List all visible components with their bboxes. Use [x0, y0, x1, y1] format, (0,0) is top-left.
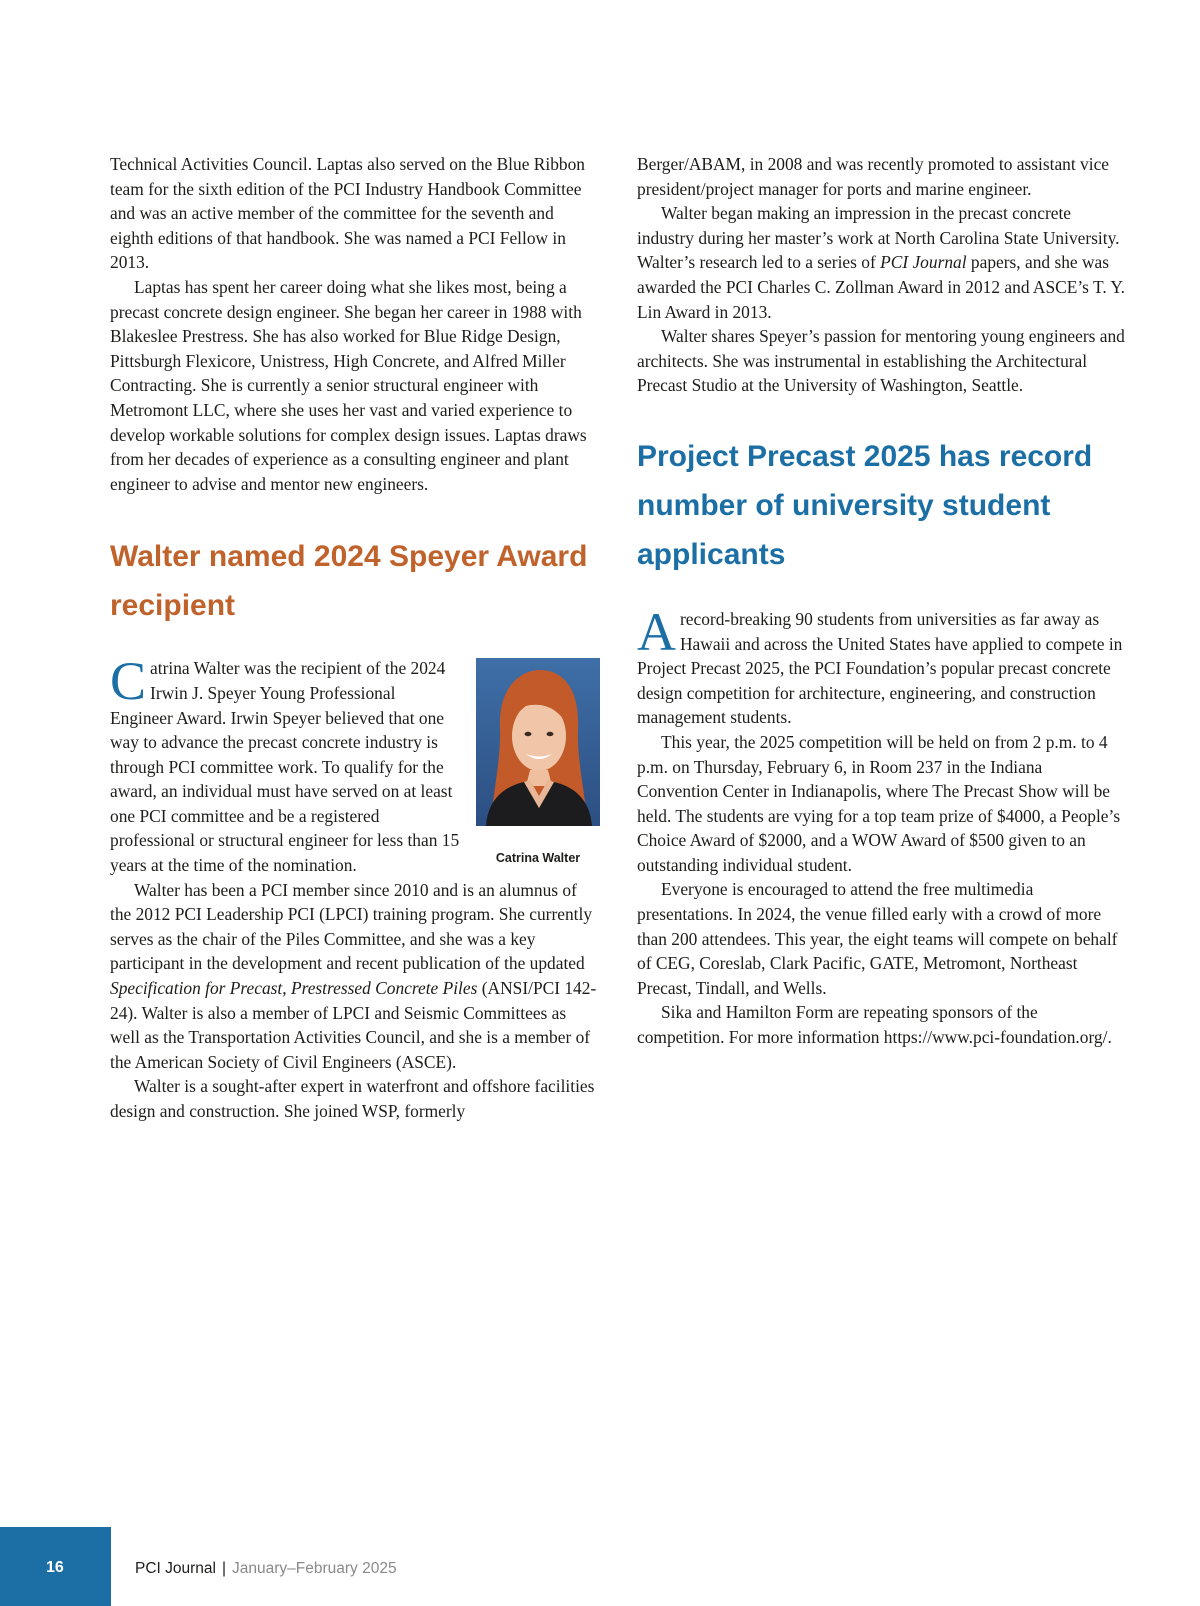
portrait-photo: [476, 658, 600, 826]
photo-caption: Catrina Walter: [495, 851, 581, 866]
portrait-figure: [476, 658, 600, 866]
body-paragraph: Technical Activities Council. Laptas also served on the Blue Ribbon team for the sixth edition of the PCI Industry Handbook Committee and was an active member of the committee for the seventh and eighth editions of that handbook. She was named a PCI Fellow in 2013.: [110, 154, 585, 273]
body-paragraph: Catrina Walter was the recipient of the 2024 Irwin J. Speyer Young Professional Engineer Award. Irwin Speyer believed that one way to advance the precast concrete industry is through PCI committee work. To qualify for the award, an individual must have served on at least one PCI committee and be a registered professional or structural engineer for less than 15 years at the time of the nomination.: [110, 651, 460, 876]
body-paragraph: Walter has been a PCI member since 2010 and is an alumnus of the 2012 PCI Leadership PCI (LPCI) training program. She currently serves as the chair of the Piles Committee, and she was a key participant in the development and recent publication of the updated Specification for Precast, Prestressed Concrete Piles (ANSI/PCI 142-24). Walter is also a member of LPCI and Seismic Committees as well as the Transportation Activities Council, and she is a member of the American Society of Civil Engineers (ASCE).: [110, 879, 597, 1072]
drop-cap: C: [110, 651, 147, 712]
publication-title: PCI Journal: [880, 252, 967, 273]
body-paragraph: This year, the 2025 competition will be held on from 2 p.m. to 4 p.m. on Thursday, February 6, in Room 237 in the Indiana Convention Center in Indianapolis, where The Precast Show will be held. The students are vying for a top team prize of $4000, a People’s Choice Award of $2000, and a WOW Award of $500 given to an outstanding individual student.: [637, 731, 1121, 875]
body-paragraph: Laptas has spent her career doing what she likes most, being a precast concrete design engineer. She began her career in 1988 with Blakeslee Prestress. She has also worked for Blue Ridge Design, Pittsburgh Flexicore, Unistress, High Concrete, and Alfred Miller Contracting. She is currently a senior structural engineer with Metromont LLC, where she uses her vast and varied experience to develop workable solutions for complex design issues. Laptas draws from her decades of experience as a consulting engineer and plant engineer to advise and mentor new engineers.: [110, 276, 587, 494]
drop-cap: A: [637, 601, 676, 662]
right-column: [637, 152, 1127, 1050]
section-heading-project-precast: Project Precast 2025 has record number of university student applicants: [637, 439, 1093, 571]
body-paragraph: Walter shares Speyer’s passion for mentoring young engineers and architects. She was instrumental in establishing the Architectural Precast Studio at the University of Washington, Seattle.: [637, 326, 1125, 396]
body-paragraph: Berger/ABAM, in 2008 and was recently promoted to assistant vice president/project manager for ports and marine engineer.: [637, 154, 1110, 199]
publication-name: PCI Journal: [135, 1560, 216, 1577]
body-paragraph: Everyone is encouraged to attend the free multimedia presentations. In 2024, the venue filled early with a crowd of more than 200 attendees. This year, the eight teams will compete on behalf of CEG, Coreslab, Clark Pacific, GATE, Metromont, Northeast Precast, Tindall, and Wells.: [637, 879, 1118, 998]
left-column: [110, 152, 600, 1124]
section-heading-speyer-award: Walter named 2024 Speyer Award recipient: [110, 540, 588, 623]
page-number-tab: [0, 1527, 111, 1606]
page-number: 16: [46, 1559, 64, 1576]
running-footer: [135, 1560, 397, 1578]
body-paragraph: Walter is a sought-after expert in waterfront and offshore facilities design and construction. She joined WSP, formerly: [110, 1076, 595, 1121]
body-paragraph: Sika and Hamilton Form are repeating sponsors of the competition. For more information https://www.pci-foundation.org/.: [637, 1002, 1112, 1048]
body-paragraph: Walter began making an impression in the precast concrete industry during her master’s work at North Carolina State University. Walter’s research led to a series of PCI Journal papers, and she was awarded the PCI Charles C. Zollman Award in 2012 and ASCE’s T. Y. Lin Award in 2013.: [637, 203, 1126, 322]
footer-separator: |: [221, 1560, 227, 1577]
issue-date: January–February 2025: [232, 1560, 397, 1577]
publication-title: Specification for Precast, Prestressed Concrete Piles: [110, 978, 478, 999]
body-paragraph: A record-breaking 90 students from universities as far away as Hawaii and across the United States have applied to compete in Project Precast 2025, the PCI Foundation’s popular precast concrete design competition for architecture, engineering, and construction management students.: [637, 601, 1123, 728]
